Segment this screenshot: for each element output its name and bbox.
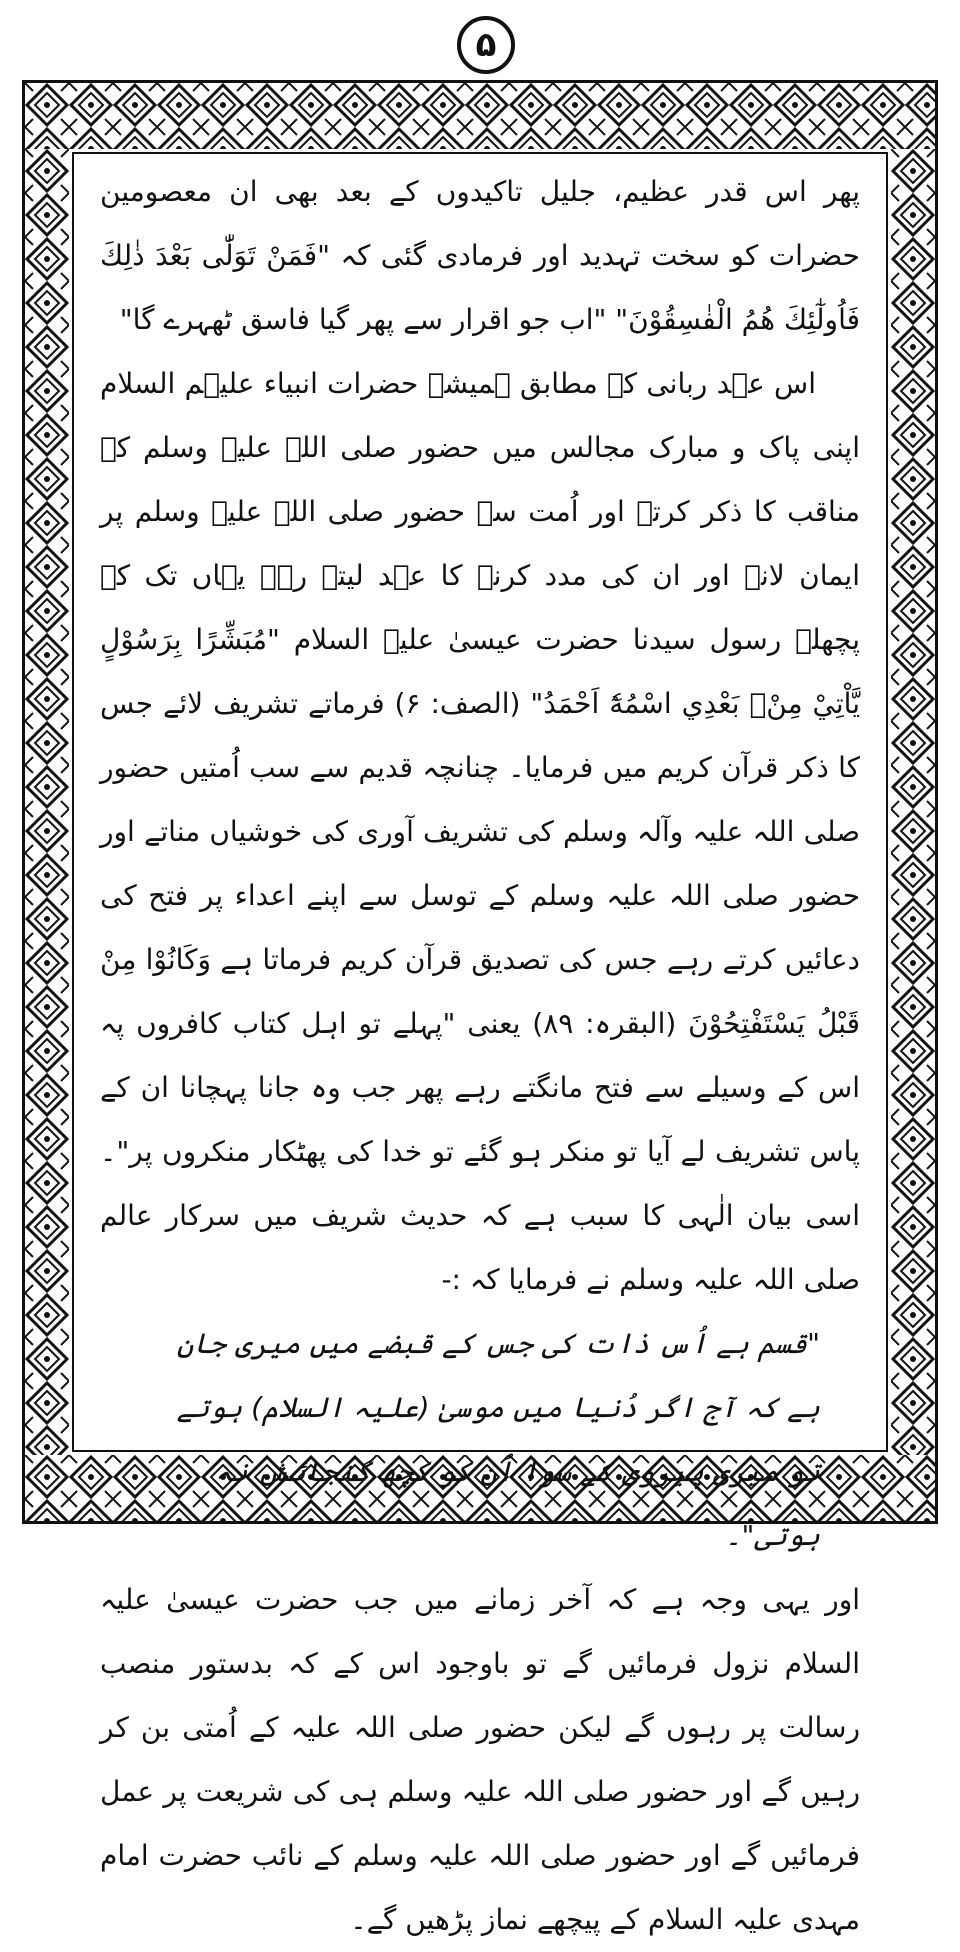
paragraph-1: پھر اس قدر عظیم، جلیل تاکیدوں کے بعد بھی ان معصومین حضرات کو سخت تہدید اور فرمادی گئی کہ "فَمَنْ تَوَلّٰی بَعْدَ ذٰلِكَ فَاُولٰٓئِكَ هُمُ الْفٰسِقُوْنَ" "اب جو اقرار سے پھر گیا فاسق ٹھہرے گا" xyxy=(100,175,860,336)
hadith-quote: "قسم ہے اُس ذات کی جس کے قبضے میں میری جان ہے کہ آج اگر دُنیا میں موسیٰ (علیہ السلام) ہوتے تو میری پیروی کے سوا اُن کو کچھ گنجائش نہ ہوتی"۔ xyxy=(176,1327,820,1552)
page-body xyxy=(100,160,860,1936)
ornamental-border-right xyxy=(891,149,935,1455)
paragraph-2: اس عہد ربانی کے مطابق ہمیشہ حضرات انبیاء علیہم السلام اپنی پاک و مبارک مجالس میں حضور صلی اللہ علیہ وسلم کے مناقب کا ذکر کرتے اور اُمت سے حضور صلی اللہ علیہ وسلم پر ایمان لانے اور ان کی مدد کرنے کا عہد لیتے رہے یہاں تک کہ پچھلے رسول سیدنا حضرت عیسیٰ علیہ السلام "مُبَشِّرًا بِرَسُوْلٍ يَّاْتِيْ مِنْۢ بَعْدِي اسْمُهٗٓ اَحْمَدُ" (الصف: ۶) فرماتے تشریف لائے جس کا ذکر قرآن کریم میں فرمایا۔ چنانچہ قدیم سے سب اُمتیں حضور صلی اللہ علیہ وآلہ وسلم کی تشریف آوری کی خوشیاں مناتے اور حضور صلی اللہ علیہ وسلم کے توسل سے اپنے اعداء پر فتح کی دعائیں کرتے رہے جس کی تصدیق قرآن کریم فرماتا ہے وَكَانُوْا مِنْ قَبْلُ يَسْتَفْتِحُوْنَ (البقرہ: ۸۹) یعنی "پہلے تو اہل کتاب کافروں پہ اس کے وسیلے سے فتح مانگتے رہے پھر جب وہ جانا پہچانا ان کے پاس تشریف لے آیا تو منکر ہو گئے تو خدا کی پھٹکار منکروں پر"۔ اسی بیان الٰہی کا سبب ہے کہ حدیث شریف میں سرکار عالم صلی اللہ علیہ وسلم نے فرمایا کہ :- xyxy=(100,367,860,1296)
ornamental-border-left xyxy=(25,149,69,1455)
paragraph-3: اور یہی وجہ ہے کہ آخر زمانے میں جب حضرت عیسیٰ علیہ السلام نزول فرمائیں گے تو باوجود اس کے کہ بدستور منصب رسالت پر رہوں گے لیکن حضور صلی اللہ علیہ کے اُمتی بن کر رہیں گے اور حضور صلی اللہ علیہ وسلم ہی کی شریعت پر عمل فرمائیں گے اور حضور صلی اللہ علیہ وسلم کے نائب حضرت امام مہدی علیہ السلام کے پیچھے نماز پڑھیں گے۔ xyxy=(100,1583,860,1936)
page-number: ۵ xyxy=(457,16,515,74)
ornamental-border-top xyxy=(25,83,935,149)
